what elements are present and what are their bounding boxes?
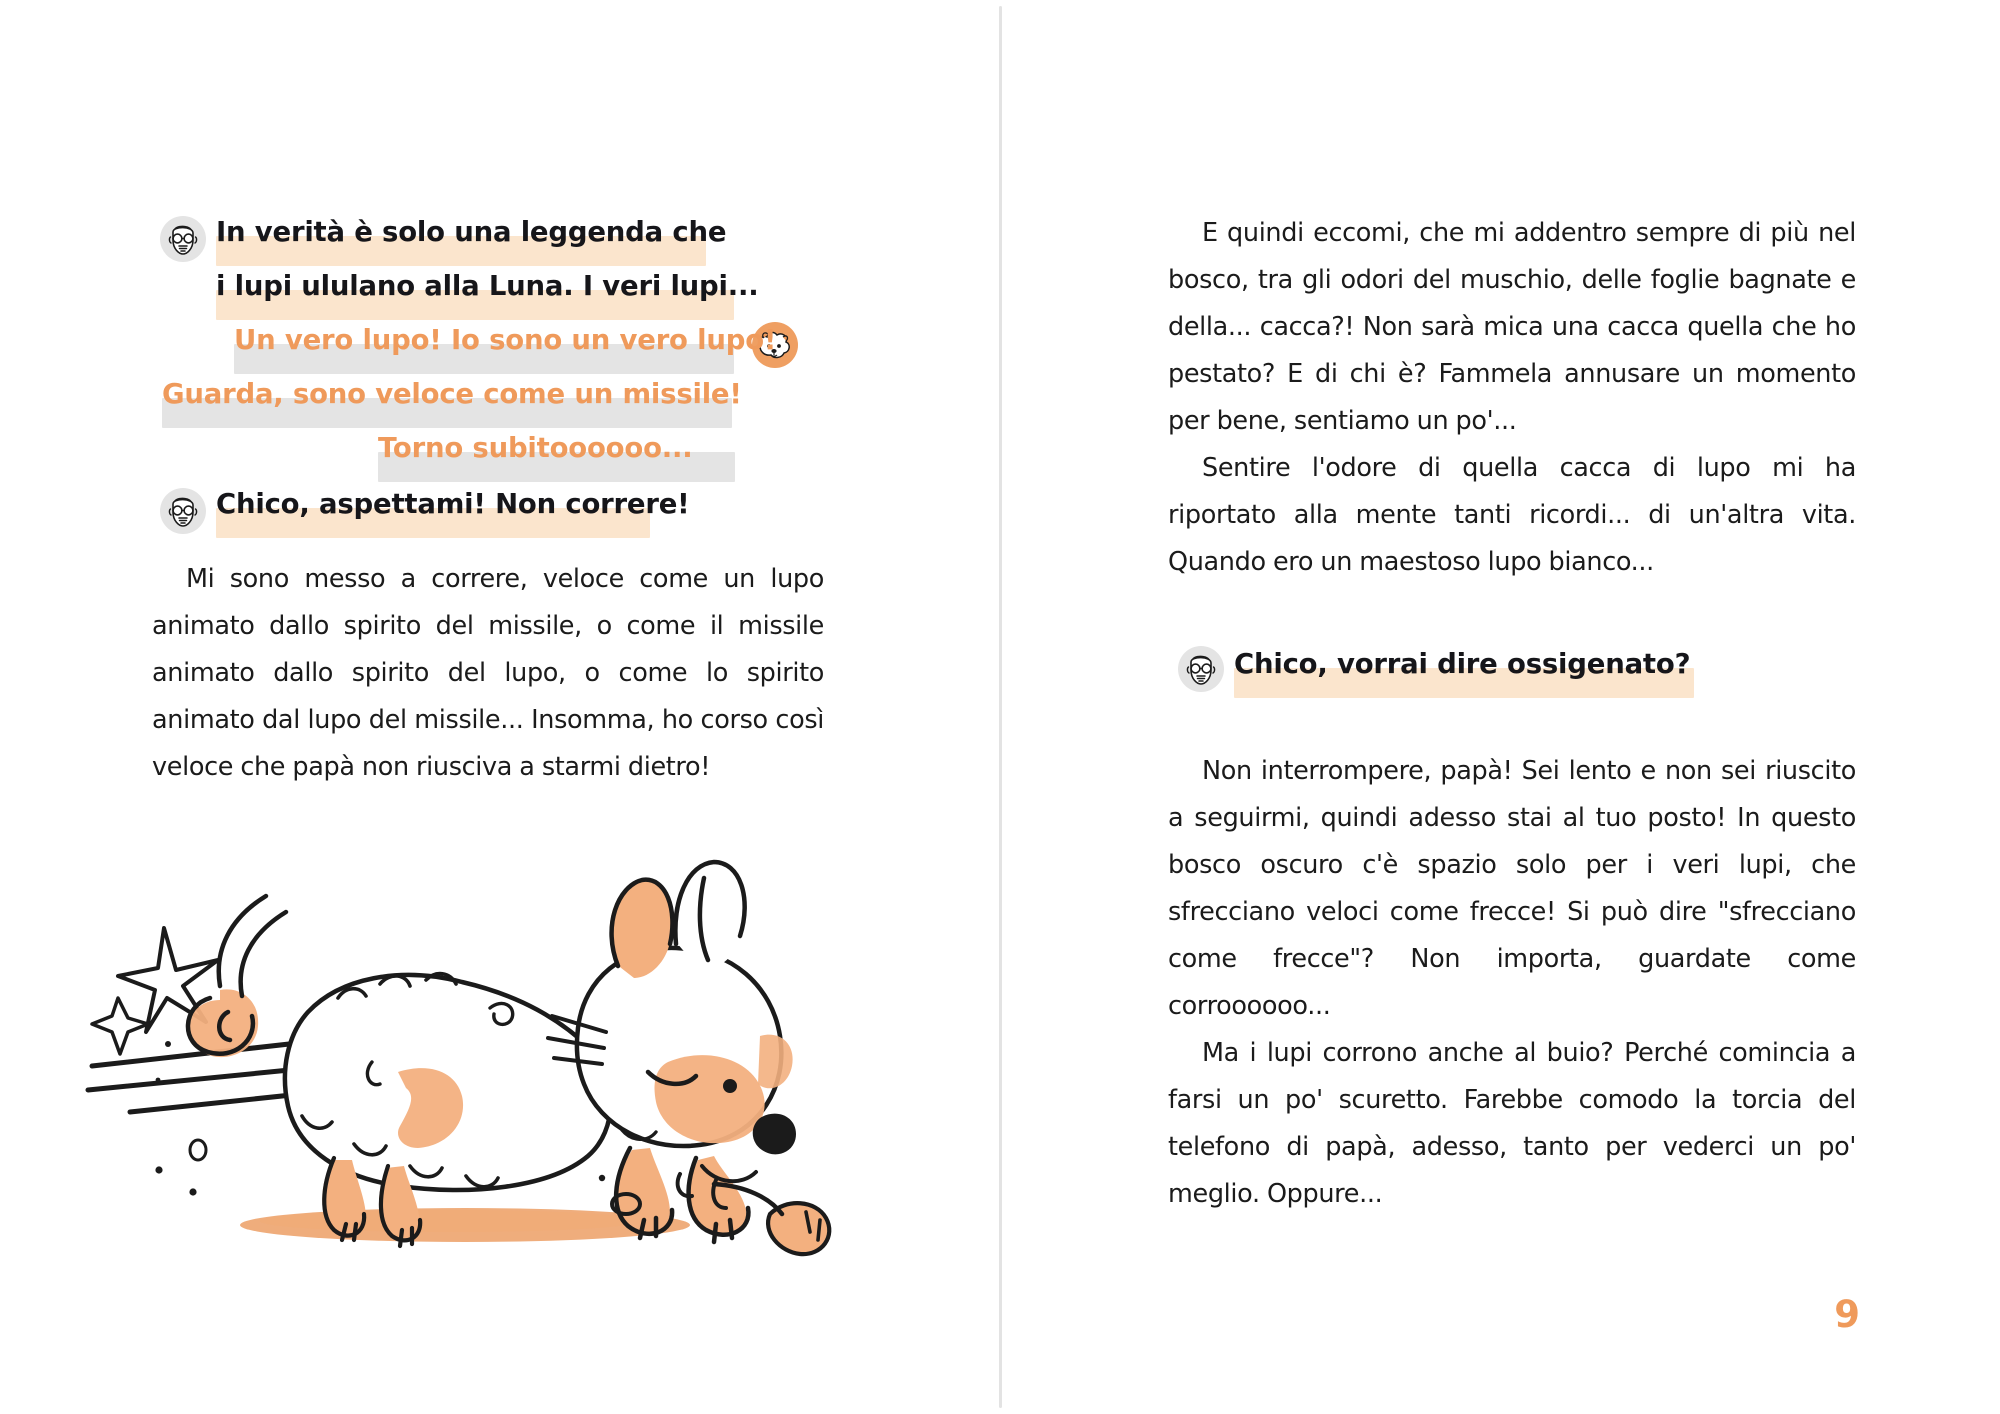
dialogue-text: i lupi ululano alla Luna. I veri lupi... xyxy=(216,270,759,302)
dialogue-line xyxy=(152,482,846,536)
left-dialogue-block xyxy=(152,212,846,536)
dialogue-text: Guarda, sono veloce come un missile! xyxy=(162,378,742,410)
right-page xyxy=(1000,0,2000,1414)
dialogue-text: Torno subitoooooo... xyxy=(378,432,693,464)
dialogue-text: Chico, aspettami! Non correre! xyxy=(216,488,690,520)
dialogue-line xyxy=(152,320,846,374)
running-dog-illustration xyxy=(70,800,860,1270)
dialogue-line xyxy=(152,374,846,428)
dad-face-icon xyxy=(160,216,206,262)
dialogue-text: In verità è solo una leggenda che xyxy=(216,216,727,248)
right-dialogue-block xyxy=(1168,640,1856,700)
body-paragraph: Non interrompere, papà! Sei lento e non sei riuscito a seguirmi, quindi adesso stai al tuo posto! In questo bosco oscuro c'è spazio solo per i veri lupi, che sfrecciano veloci come frecce! Si può dire "sfrecciano come frecce"? Non importa, guardate come corroooooo... xyxy=(1168,756,1856,1021)
body-paragraph: E quindi eccomi, che mi addentro sempre di più nel bosco, tra gli odori del muschio, delle foglie bagnate e della... cacca?! Non sarà mica una cacca quella che ho pestato? E di chi è? Fammela annusare un momento per bene, sentiamo un po'... xyxy=(1168,218,1856,436)
body-paragraph: Ma i lupi corrono anche al buio? Perché comincia a farsi un po' scuretto. Farebbe comodo la torcia del telefono di papà, adesso, tanto per vederci un po' meglio. Oppure... xyxy=(1168,1038,1856,1209)
dialogue-line xyxy=(152,212,846,266)
page-number: 9 xyxy=(1834,1293,1860,1336)
dad-face-icon xyxy=(160,488,206,534)
body-paragraph: Sentire l'odore di quella cacca di lupo mi ha riportato alla mente tanti ricordi... di un'altra vita. Quando ero un maestoso lupo bianco... xyxy=(1168,453,1856,577)
dialogue-line xyxy=(1168,640,1856,700)
body-paragraph: Mi sono messo a correre, veloce come un lupo animato dallo spirito del missile, o come il missile animato dallo spirito del lupo, o come lo spirito animato dal lupo del missile... Insomma, ho corso così veloce che papà non riusciva a starmi dietro! xyxy=(152,564,824,782)
dialogue-line xyxy=(152,428,846,482)
dad-face-icon xyxy=(1178,646,1224,692)
dialogue-text: Un vero lupo! Io sono un vero lupo! xyxy=(234,324,777,356)
dialogue-line xyxy=(152,266,846,320)
dialogue-text: Chico, vorrai dire ossigenato? xyxy=(1234,648,1691,680)
